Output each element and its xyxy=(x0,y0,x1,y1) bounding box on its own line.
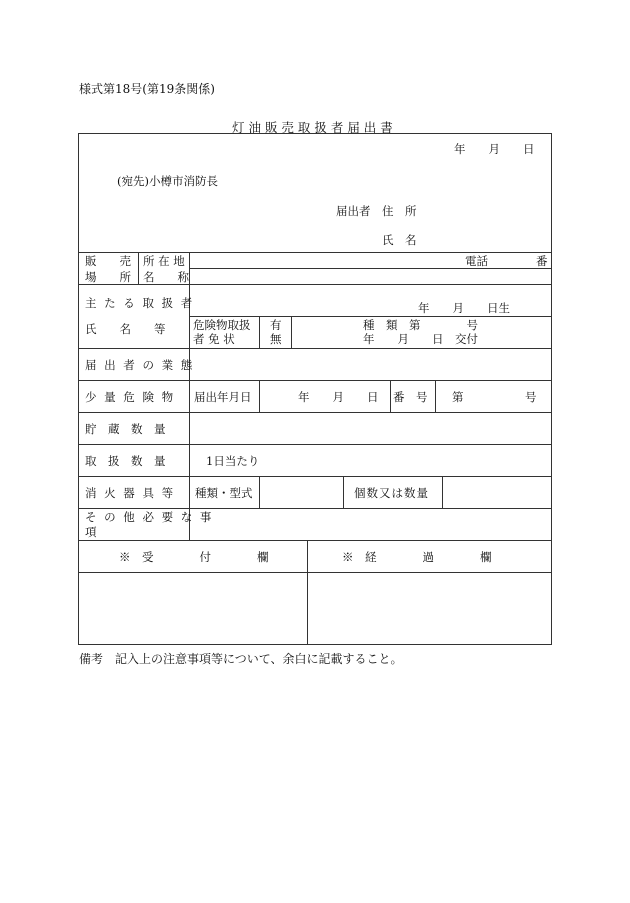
shop-name-label: 名 称 xyxy=(143,270,189,284)
phone-suffix: 番 xyxy=(536,254,548,268)
birth-date-field[interactable]: 年 月 日生 xyxy=(418,301,510,315)
date-field[interactable]: 年 月 日 xyxy=(454,142,535,156)
notified-date-field[interactable]: 年 月 日 xyxy=(298,390,379,404)
addressee: (宛先)小樽市消防長 xyxy=(117,174,218,188)
sales-location-label-1: 販 売 xyxy=(85,254,131,268)
form-number: 様式第18号(第19条関係) xyxy=(79,82,215,96)
business-type-label: 届 出 者 の 業 態 xyxy=(85,358,195,372)
storage-quantity-label: 貯 蔵 数 量 xyxy=(85,422,166,436)
progress-column-label: ※ 経 過 欄 xyxy=(342,550,492,564)
other-label-1: そ の 他 必 要 な 事 xyxy=(85,510,214,524)
license-yes[interactable]: 有 xyxy=(270,318,282,332)
form-title: 灯 油 販 売 取 扱 者 届 出 書 xyxy=(232,120,393,135)
number-prefix: 第 xyxy=(452,390,464,404)
license-issued-field[interactable]: 年 月 日 交付 xyxy=(363,332,478,346)
notified-date-label: 届出年月日 xyxy=(194,390,252,404)
extinguisher-count-label: 個数又は数量 xyxy=(354,486,429,500)
applicant-address-label: 届出者 住 所 xyxy=(336,204,417,218)
reception-column-label: ※ 受 付 欄 xyxy=(119,550,269,564)
license-no[interactable]: 無 xyxy=(270,332,282,346)
extinguisher-label: 消 火 器 具 等 xyxy=(85,486,176,500)
manager-label-1: 主 た る 取 扱 者 xyxy=(85,296,195,310)
footer-note: 備考 記入上の注意事項等について、余白に記載すること。 xyxy=(79,652,403,666)
address-label: 所 在 地 xyxy=(143,254,185,268)
applicant-name-label: 氏 名 xyxy=(382,233,417,247)
per-day-label: 1日当たり xyxy=(206,454,260,468)
license-type-field[interactable]: 種 類 第 号 xyxy=(363,318,478,332)
handling-quantity-label: 取 扱 数 量 xyxy=(85,454,166,468)
sales-location-label-2: 場 所 xyxy=(85,270,131,284)
notification-form xyxy=(78,133,552,645)
manager-label-2: 氏 名 等 xyxy=(85,322,166,336)
phone-label: 電話 xyxy=(465,254,488,268)
number-label: 番 号 xyxy=(393,390,428,404)
other-label-2: 項 xyxy=(85,525,97,539)
extinguisher-type-label: 種類・型式 xyxy=(195,486,253,500)
license-label-2: 者 免 状 xyxy=(193,332,235,346)
number-suffix: 号 xyxy=(525,390,537,404)
small-quantity-label: 少 量 危 険 物 xyxy=(85,390,176,404)
license-label-1: 危険物取扱 xyxy=(193,318,251,332)
